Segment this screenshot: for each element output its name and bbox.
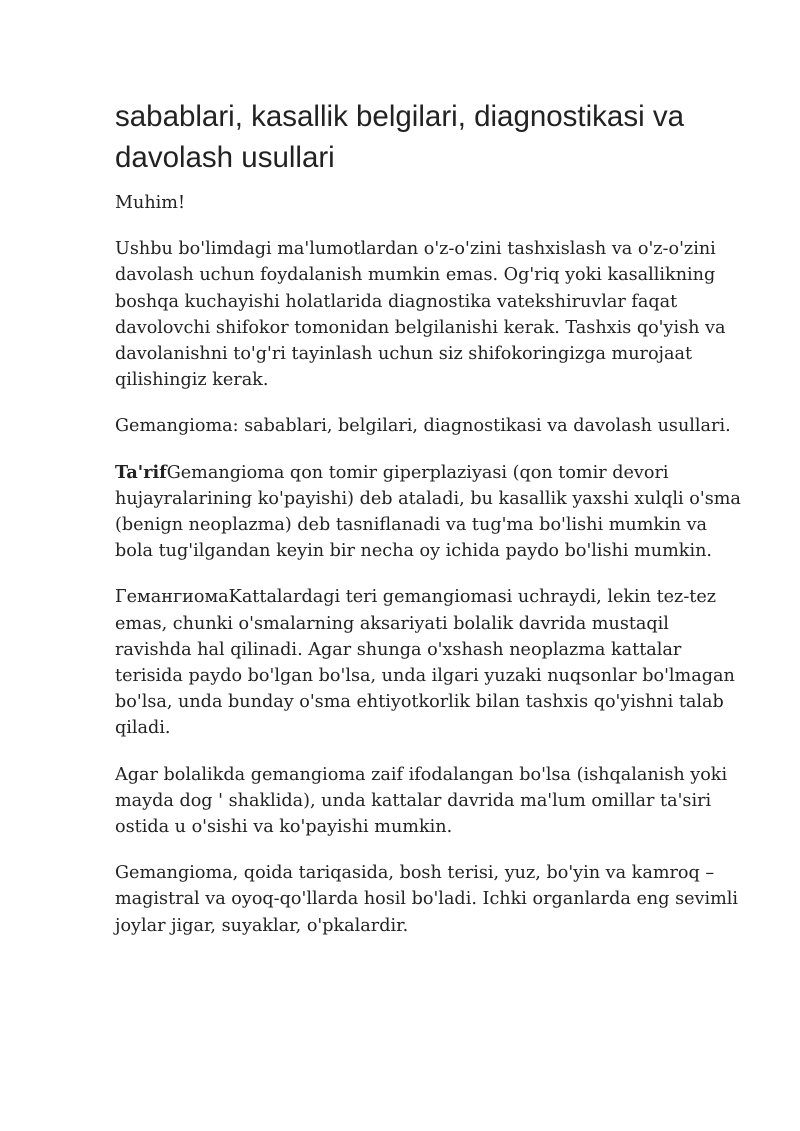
adult-paragraph: ГемангиомаKattalardagi teri gemangiomasi uchraydi, lekin tez-tez emas, chunki o'smalarning aksariyati bolalik davrida mustaqil ravishda hal qilinadi. Agar shunga o'xshash neoplazma kattalar terisida paydo bo'lgan bo'lsa, unda ilgari yuzaki nuqsonlar bo'lmagan bo'lsa, unda bunday o'sma ehtiyotkorlik bilan tashxis qo'yishni talab qiladi. [115, 587, 735, 739]
article-subtitle: Gemangioma: sabablari, belgilari, diagnostikasi va davolash usullari. [115, 416, 731, 437]
definition-label: Ta'rif [115, 461, 167, 483]
document-page [115, 96, 745, 959]
location-paragraph: Gemangioma, qoida tariqasida, bosh terisi, yuz, bo'yin va kamroq – magistral va oyoq-qo'llarda hosil bo'ladi. Ichki organlarda eng sevimli joylar jigar, suyaklar, o'pkalardir. [115, 863, 739, 936]
warning-paragraph: Ushbu bo'limdagi ma'lumotlardan o'z-o'zini tashxislash va o'z-o'zini davolash uchun foydalanish mumkin emas. Og'riq yoki kasallikning boshqa kuchayishi holatlarida diagnostika vatekshiruvlar faqat davolovchi shifokor tomonidan belgilanishi kerak. Tashxis qo'yish va davolanishni to'g'ri tayinlash uchun siz shifokoringizga murojaat qilishingiz kerak. [115, 239, 726, 391]
page-title: sabablari, kasallik belgilari, diagnostikasi va davolash usullari [115, 100, 684, 174]
important-label: Muhim! [115, 193, 186, 213]
definition-text: Gemangioma qon tomir giperplaziyasi (qon tomir devori hujayralarining ko'payishi) deb ataladi, bu kasallik yaxshi xulqli o'sma (benign neoplazma) deb tasniflanadi va tug'ma bo'lishi mumkin va bola tug'ilgandan keyin bir necha oy ichida paydo bo'lishi mumkin. [115, 462, 741, 562]
childhood-paragraph: Agar bolalikda gemangioma zaif ifodalangan bo'lsa (ishqalanish yoki mayda dog ' shaklida), unda kattalar davrida ma'lum omillar ta'siri ostida u o'sishi va ko'payishi mumkin. [115, 764, 728, 838]
definition-paragraph [115, 460, 745, 565]
